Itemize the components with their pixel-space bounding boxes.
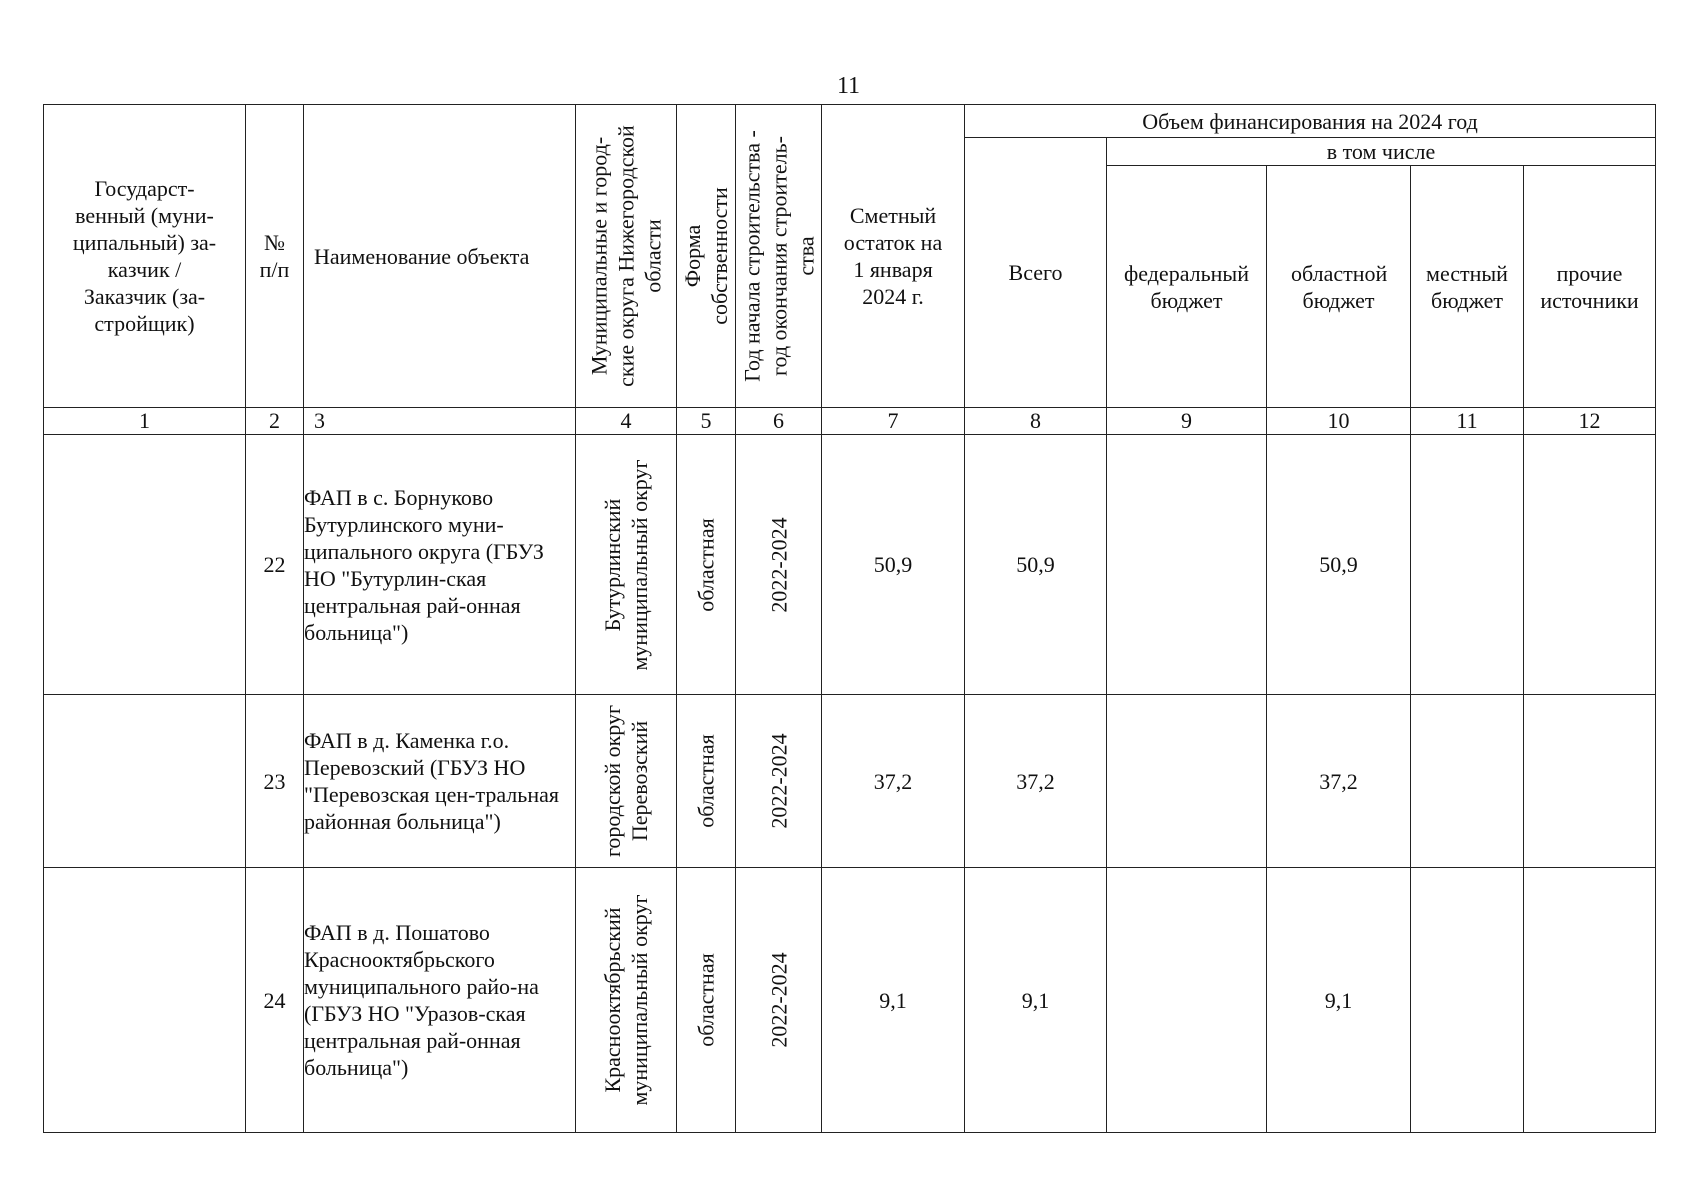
cell-object-name: ФАП в д. Пошатово Краснооктябрьского муниципального райо-на (ГБУЗ НО "Уразов-ская центральная рай-онная больница") — [304, 868, 576, 1133]
cell-local — [1411, 435, 1524, 695]
header-municipality: Муниципальные и город- ские округа Нижегородской области — [576, 105, 677, 408]
cell-estimate: 50,9 — [822, 435, 965, 695]
cell-federal — [1107, 868, 1267, 1133]
column-number: 3 — [304, 408, 576, 435]
header-row-1 — [44, 105, 1656, 138]
table-row — [44, 695, 1656, 868]
column-number: 1 — [44, 408, 246, 435]
cell-federal — [1107, 435, 1267, 695]
cell-ownership: областная — [677, 695, 736, 868]
cell-object-name: ФАП в д. Каменка г.о. Перевозский (ГБУЗ НО "Перевозская цен-тральная районная больница") — [304, 695, 576, 868]
cell-local — [1411, 868, 1524, 1133]
column-number: 10 — [1267, 408, 1411, 435]
header-regional: областной бюджет — [1267, 166, 1411, 408]
header-years: Год начала строительства - год окончания строитель- ства — [736, 105, 822, 408]
header-local: местный бюджет — [1411, 166, 1524, 408]
cell-estimate: 37,2 — [822, 695, 965, 868]
cell-federal — [1107, 695, 1267, 868]
column-number: 6 — [736, 408, 822, 435]
cell-total: 50,9 — [965, 435, 1107, 695]
cell-other — [1524, 695, 1656, 868]
cell-ownership: областная — [677, 435, 736, 695]
cell-customer — [44, 868, 246, 1133]
funding-table — [43, 104, 1656, 1133]
page-number: 11 — [836, 73, 861, 99]
cell-object-name: ФАП в с. Борнуково Бутурлинского муни-ципального округа (ГБУЗ НО "Бутурлин-ская центральная рай-онная больница") — [304, 435, 576, 695]
header-object-name: Наименование объекта — [304, 105, 576, 408]
column-number: 7 — [822, 408, 965, 435]
cell-municipality: городской округ Перевозский — [576, 695, 677, 868]
column-number-row — [44, 408, 1656, 435]
header-ownership: Форма собственности — [677, 105, 736, 408]
table-row — [44, 435, 1656, 695]
header-funding-title: Объем финансирования на 2024 год — [965, 105, 1656, 138]
cell-estimate: 9,1 — [822, 868, 965, 1133]
cell-other — [1524, 868, 1656, 1133]
cell-ownership: областная — [677, 868, 736, 1133]
cell-total: 37,2 — [965, 695, 1107, 868]
cell-customer — [44, 435, 246, 695]
header-number: № п/п — [246, 105, 304, 408]
cell-years: 2022-2024 — [736, 435, 822, 695]
column-number: 2 — [246, 408, 304, 435]
cell-number: 22 — [246, 435, 304, 695]
header-estimate: Сметный остаток на 1 января 2024 г. — [822, 105, 965, 408]
header-including: в том числе — [1107, 138, 1656, 166]
cell-regional: 9,1 — [1267, 868, 1411, 1133]
column-number: 4 — [576, 408, 677, 435]
cell-local — [1411, 695, 1524, 868]
cell-number: 23 — [246, 695, 304, 868]
column-number: 12 — [1524, 408, 1656, 435]
cell-regional: 50,9 — [1267, 435, 1411, 695]
table-row — [44, 868, 1656, 1133]
column-number: 5 — [677, 408, 736, 435]
cell-years: 2022-2024 — [736, 868, 822, 1133]
cell-total: 9,1 — [965, 868, 1107, 1133]
cell-municipality: Бутурлинский муниципальный округ — [576, 435, 677, 695]
cell-municipality: Краснооктябрьский муниципальный округ — [576, 868, 677, 1133]
cell-customer — [44, 695, 246, 868]
cell-years: 2022-2024 — [736, 695, 822, 868]
header-federal: федеральный бюджет — [1107, 166, 1267, 408]
column-number: 11 — [1411, 408, 1524, 435]
cell-other — [1524, 435, 1656, 695]
column-number: 9 — [1107, 408, 1267, 435]
header-other: прочие источники — [1524, 166, 1656, 408]
cell-regional: 37,2 — [1267, 695, 1411, 868]
header-customer: Государст-венный (муни-ципальный) за-казчик / Заказчик (за-стройщик) — [44, 105, 246, 408]
header-total: Всего — [965, 138, 1107, 408]
cell-number: 24 — [246, 868, 304, 1133]
column-number: 8 — [965, 408, 1107, 435]
